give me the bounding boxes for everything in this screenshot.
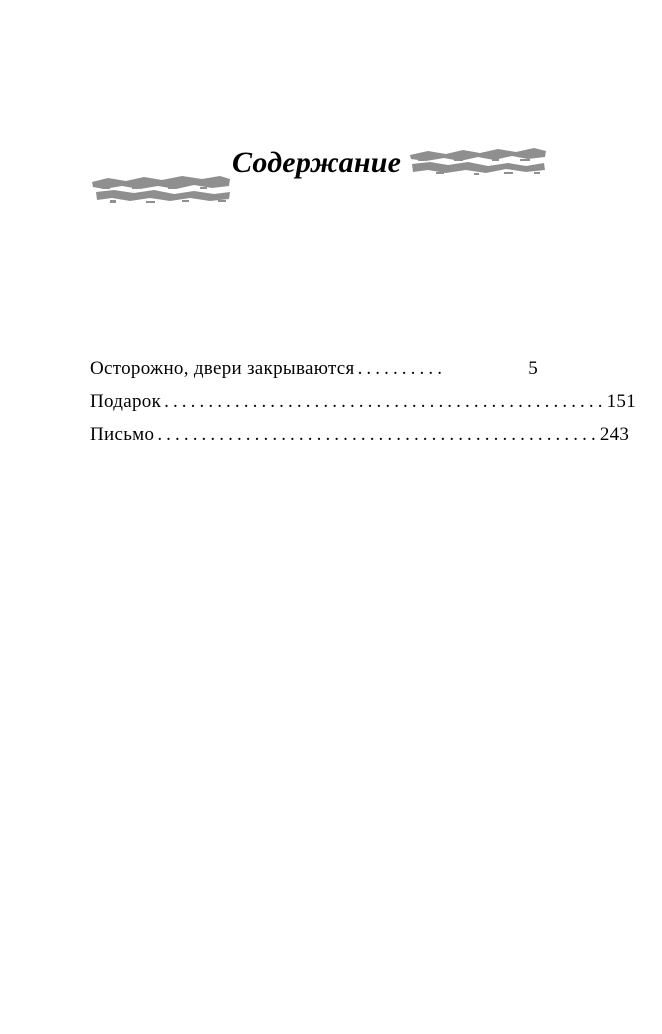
toc-entry-title: Письмо xyxy=(90,424,155,445)
toc-leader-dots: .................................................. xyxy=(164,391,607,412)
brush-stroke-left-decoration xyxy=(90,173,232,205)
toc-leader-dots: .................................................. xyxy=(157,424,600,445)
toc-entry[interactable] xyxy=(90,391,637,424)
toc-page-number: 151 xyxy=(606,391,637,412)
toc-page-number: 243 xyxy=(599,424,630,445)
page-title: Содержание xyxy=(232,146,402,179)
table-of-contents xyxy=(90,358,637,457)
toc-entry-title: Осторожно, двери закрываются xyxy=(90,358,355,379)
brush-stroke-right-decoration xyxy=(408,145,548,179)
contents-heading xyxy=(90,140,550,210)
toc-entry[interactable] xyxy=(90,424,630,457)
toc-leader-dots: .......... xyxy=(357,358,447,379)
toc-entry[interactable] xyxy=(90,358,538,391)
toc-page-number: 5 xyxy=(528,358,538,379)
toc-entry-title: Подарок xyxy=(90,391,162,412)
